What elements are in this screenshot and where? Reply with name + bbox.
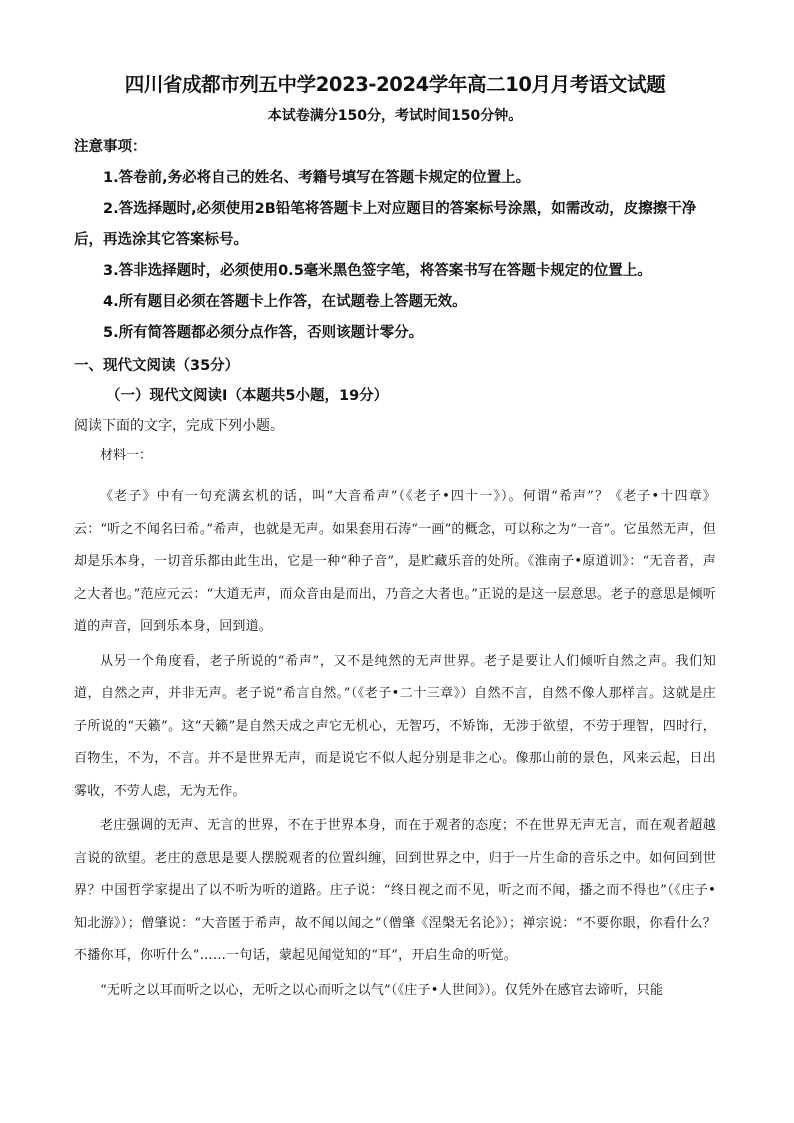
reading-instruction: 阅读下面的文字，完成下列小题。	[74, 418, 284, 434]
passage-paragraph: 老庄强调的无声、无言的世界，不在于世界本身，而在于观者的态度；不在世界无声无言，而在观者超越言说的欲望。老庄的意思是要人摆脱观者的位置纠缠，回到世界之中，归于一片生命的音乐之中。如何回到世界？中国哲学家提出了以不听为听的道路。庄子说：“终日视之而不见，听之而不闻，播之而不得也”（《庄子•知北游》）；僧肇说：“大音匿于希声，故不闻以闻之”（僧肇《涅槃无名论》）；禅宗说：“不要你眼，你看什么？不播你耳，你听什么”……一句话，蒙起见闻觉知的“耳”，开启生命的听觉。	[74, 818, 716, 963]
note-item: 2.答选择题时,必须使用2B铅笔将答题卡上对应题目的答案标号涂黑，如需改动，皮擦擦干净后，再选涂其它答案标号。	[74, 201, 697, 248]
section-heading: 一、现代文阅读（35分）	[74, 358, 240, 374]
passage-paragraph: 从另一个角度看，老子所说的“希声”，又不是纯然的无声世界。老子是要让人们倾听自然之声。我们知道，自然之声，并非无声。老子说“希言自然。”（《老子•二十三章》）自然不言，自然不像人那样言。这就是庄子所说的“天籁”。这“天籁”是自然天成之声它无机心，无智巧，不矫饰，无涉于欲望，不劳于理智，四时行，百物生，不为，不言。并不是世界无声，而是说它不似人起分别是非之心。像那山前的景色，风来云起，日出雾收，不劳人虑，无为无作。	[74, 653, 716, 799]
exam-title: 四川省成都市列五中学2023-2024学年高二10月月考语文试题	[124, 73, 666, 96]
note-item: 4.所有题目必须在答题卡上作答，在试题卷上答题无效。	[103, 294, 467, 310]
note-item: 3.答非选择题时，必须使用0.5毫米黑色签字笔，将答案书写在答题卡规定的位置上。	[103, 263, 652, 279]
notes-heading: 注意事项：	[74, 139, 147, 155]
passage-paragraph: 《老子》中有一句充满玄机的话，叫“大音希声”（《老子•四十一》）。何谓“希声”？《老子•十四章》云：“听之不闻名曰希。”希声，也就是无声。如果套用石涛“一画”的概念，可以称之为“一音”。它虽然无声，但却是乐本身，一切音乐都由此生出，它是一种“种子音”，是贮藏乐音的处所。《淮南子•原道训》：“无音者，声之大者也。”范应元云：“大道无声，而众音由是而出，乃音之大者也。”正说的是这一层意思。老子的意思是倾听道的声音，回到乐本身，回到道。	[74, 489, 716, 634]
exam-subtitle: 本试卷满分150分，考试时间150分钟。	[267, 108, 523, 124]
subsection-heading: （一）现代文阅读Ⅰ（本题共5小题，19分）	[106, 388, 389, 404]
note-item: 1.答卷前,务必将自己的姓名、考籍号填写在答题卡规定的位置上。	[103, 170, 531, 186]
material-label: 材料一：	[100, 448, 153, 463]
note-item: 5.所有简答题都必须分点作答，否则该题计零分。	[103, 325, 424, 341]
passage-paragraph: “无听之以耳而听之以心，无听之以心而听之以气”（《庄子•人世间》）。仅凭外在感官去谛听，只能	[100, 982, 664, 998]
